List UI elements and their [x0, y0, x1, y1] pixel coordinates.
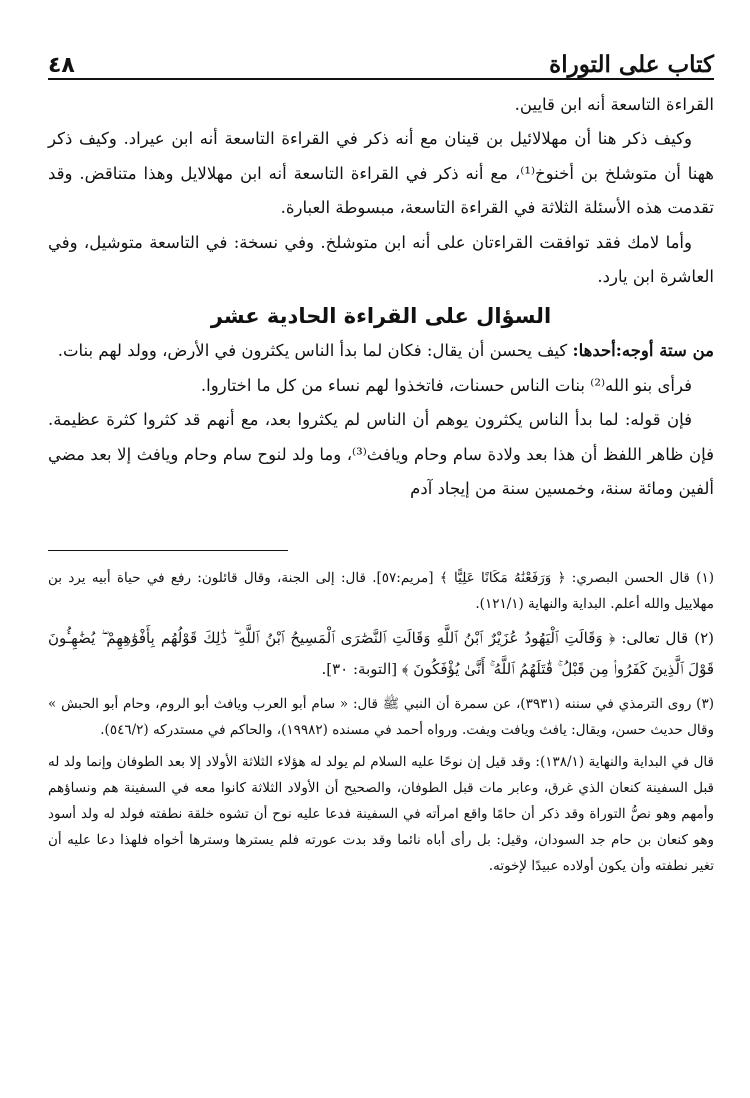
paragraph-4-lead: من ستة أوجه:أحدها:: [572, 341, 714, 361]
footnotes: [48, 565, 714, 879]
footnote-1: (١) قال الحسن البصري: ﴿ وَرَفَعْنَٰهُ مَكَانًا عَلِيًّا ﴾ [مريم:٥٧]. قال: إلى الجنة، وقال قائلون: رفع في حياة أبيه يرد بن مهلاييل والله أعلم. البداية والنهاية (١٢١/١).: [48, 570, 714, 613]
paragraph-4-text: كيف يحسن أن يقال: فكان لما بدأ الناس يكثرون في الأرض، وولد لهم بنات.: [57, 341, 573, 361]
running-title: كتاب على التوراة: [549, 51, 714, 78]
paragraph-5: فرأى بنو الله⁽²⁾ بنات الناس حسنات، فاتخذوا لهم نساء من كل ما اختاروا.: [200, 375, 692, 395]
section-heading: السؤال على القراءة الحادية عشر: [210, 304, 552, 329]
footnote-3: (٣) روى الترمذي في سننه (٣٩٣١)، عن سمرة أن النبي ﷺ قال: « سام أبو العرب ويافث أبو الروم، وحام أبو الحبش » وقال حديث حسن، ويقال: يافث ويافت ويفت. ورواه أحمد في مسنده (١٩٩٨٢)، والحاكم في مستدركه (٥٤٦/٢).: [48, 696, 714, 739]
footnote-2: (٢) قال تعالى: ﴿ وَقَالَتِ ٱلْيَهُودُ عُزَيْرٌ ٱبْنُ ٱللَّهِ وَقَالَتِ ٱلنَّصَٰرَى ٱلْمَسِيحُ ٱبْنُ ٱللَّهِ ۖ ذَٰلِكَ قَوْلُهُم بِأَفْوَٰهِهِمْ ۖ يُضَٰهِـُٔونَ قَوْلَ ٱلَّذِينَ كَفَرُوا۟ مِن قَبْلُ ۚ قَٰتَلَهُمُ ٱللَّهُ ۚ أَنَّىٰ يُؤْفَكُونَ ﴾ [التوبة: ٣٠].: [48, 629, 714, 679]
book-page: [48, 34, 714, 1078]
page-number: ٤٨: [48, 53, 75, 78]
page-header: [48, 34, 714, 80]
paragraph-2: وكيف ذكر هنا أن مهلالائيل بن قينان مع أنه ذكر في القراءة التاسعة أنه ابن عيراد. وكيف ذكر ههنا أن متوشلخ بن أخنوخ⁽¹⁾، مع أنه ذكر في القراءة التاسعة أنه ابن مهلالايل وهذا متناقض. وقد تقدمت هذه الأسئلة الثلاثة في القراءة التاسعة، مبسوطة العبارة.: [48, 129, 715, 218]
paragraph-6: فإن قوله: لما بدأ الناس يكثرون يوهم أن الناس لم يكثروا بعد، مع أنهم قد كثروا كثرة عظيمة. فإن ظاهر اللفظ أن هذا بعد ولادة سام وحام ويافث⁽³⁾، وما ولد لنوح سام وحام ويافث إلا بعد مضي ألفين ومائة سنة، وخمسين سنة من إيجاد آدم: [48, 410, 714, 499]
paragraph-1: القراءة التاسعة أنه ابن قايين.: [514, 95, 714, 114]
paragraph-3: وأما لامك فقد توافقت القراءتان على أنه ابن متوشلخ. وفي نسخة: في التاسعة متوشيل، وفي العاشرة ابن يارد.: [48, 232, 714, 287]
main-text: [48, 88, 714, 506]
paragraph-4: [48, 334, 714, 368]
footnote-separator: [48, 550, 288, 551]
footnote-3-continuation: قال في البداية والنهاية (١٣٨/١): وقد قيل إن نوحًا عليه السلام لم يولد له هؤلاء الثلاثة الأولاد إلا بعد الطوفان وإنما ولد له قبل السفينة كنعان الذي غرق، وعابر مات قبل الطوفان، والصحيح أن الأولاد الثلاثة كانوا معه في السفينة هم ونساؤهم وأمهم وهو نصُّ التوراة وقد ذكر أن حامًا واقع امرأته في السفينة فدعا عليه نوح أن تشوه خلقة نطفته فولد له ولد أسود وهو كنعان بن حام جد السودان، وقيل: بل رأى أباه نائما وقد بدت عورته فلم يسترها وسترها أخواه فلهذا دعا عليه أن تغير نطفته وأن يكون أولاده عبيدًا لإخوته.: [48, 754, 714, 875]
